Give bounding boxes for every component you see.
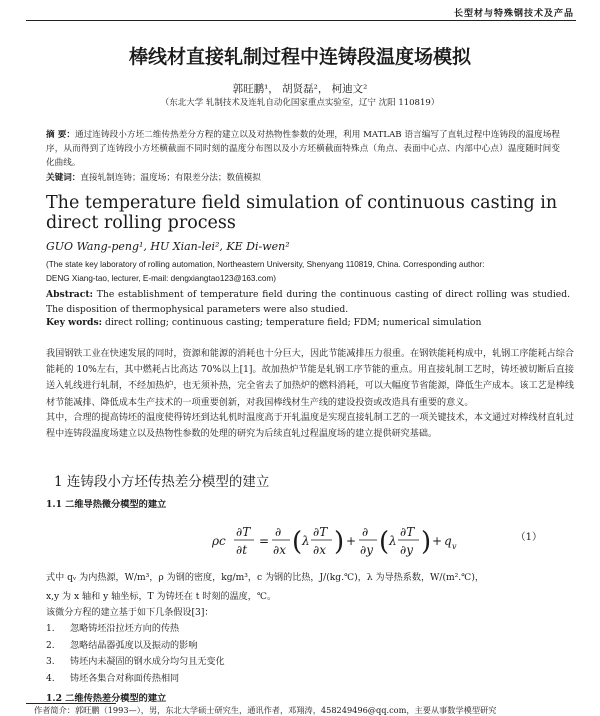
svg-text:+: + bbox=[432, 534, 443, 548]
svg-text:q: q bbox=[444, 534, 452, 548]
abstract-chinese-label: 摘 要： bbox=[46, 130, 75, 140]
assumptions-list bbox=[46, 621, 225, 687]
title-chinese: 棒线材直接轧制过程中连铸段温度场模拟 bbox=[128, 46, 471, 68]
abstract-english-text: The establishment of temperature field during the continuous casting of direct rolling was studied. The disposition of thermophysical parameters were also studied. bbox=[46, 289, 570, 315]
abstract-chinese bbox=[46, 128, 560, 171]
svg-text:∂y: ∂y bbox=[360, 543, 373, 557]
affiliation-english-line-1: (The state key laboratory of rolling automation, Northeastern University, Shenyang 110819, China. Corresponding author: bbox=[46, 260, 485, 269]
svg-text:+: + bbox=[346, 534, 357, 548]
assumptions-heading: 该微分方程的建立基于如下几条假设[3]： bbox=[46, 608, 214, 618]
svg-text:∂y: ∂y bbox=[400, 543, 413, 557]
svg-text:∂T: ∂T bbox=[236, 525, 251, 539]
variable-definitions-2: x,y 为 x 轴和 y 轴坐标，T 为铸坯在 t 时刻的温度，℃。 bbox=[46, 592, 277, 602]
abstract-english bbox=[46, 288, 570, 317]
svg-text:(: ( bbox=[379, 527, 390, 557]
svg-text:): ) bbox=[334, 527, 345, 557]
abstract-chinese-text: 通过连铸段小方坯二维传热差分方程的建立以及对热物性参数的处理，利用 MATLAB 语言编写了直轧过程中连铸段的温度场程序，从而得到了连铸段小方坯横截面不同时刻的温度分布图以及小方坯横截面特殊点（角点、表面中心点、内部中心点）温度随时间变化曲线。 bbox=[46, 130, 560, 169]
affiliation-english-line-2: DENG Xiang-tao, lecturer, E-mail: dengxiangtao123@163.com) bbox=[46, 274, 276, 283]
keywords-english bbox=[46, 317, 570, 328]
variable-definitions-1: 式中 qᵥ 为内热源，W/m³，ρ 为钢的密度，kg/m³，c 为钢的比热，J/(kg.℃)，λ 为导热系数，W/(m².℃)， bbox=[46, 573, 484, 583]
svg-text:∂t: ∂t bbox=[236, 543, 248, 557]
affiliation-chinese: （东北大学 轧制技术及连轧自动化国家重点实验室，辽宁 沈阳 110819） bbox=[160, 98, 440, 108]
header-rule bbox=[26, 20, 576, 21]
author-footnote: 作者简介：郭旺鹏（1993—），男，东北大学硕士研究生，通讯作者，邓翔涛，458249496@qq.com，主要从事数学模型研究 bbox=[34, 705, 497, 715]
keywords-chinese-label: 关键词： bbox=[46, 173, 81, 183]
authors-english: GUO Wang-peng¹, HU Xian-lei², KE Di-wen² bbox=[46, 240, 290, 253]
affiliation-english bbox=[46, 258, 572, 286]
svg-text:∂: ∂ bbox=[275, 525, 282, 539]
keywords-english-text: direct rolling; continuous casting; temperature field; FDM; numerical simulation bbox=[102, 317, 482, 328]
subsection-heading-1-1: 1.1 二维导热微分模型的建立 bbox=[46, 499, 167, 510]
keywords-english-label: Key words: bbox=[46, 317, 103, 328]
svg-text:∂: ∂ bbox=[362, 525, 369, 539]
svg-text:v: v bbox=[452, 542, 457, 551]
svg-text:∂T: ∂T bbox=[313, 525, 328, 539]
list-item: 1. 忽略铸坯沿拉坯方向的传热 bbox=[46, 624, 180, 634]
subsection-heading-1-2: 1.2 二维传热差分模型的建立 bbox=[46, 693, 167, 704]
svg-text:): ) bbox=[421, 527, 432, 557]
svg-text:λ: λ bbox=[389, 534, 397, 548]
intro-paragraph-2: 其中，合理的提高铸坯的温度使得铸坯到达轧机时温度高于开轧温度是实现直接轧制工艺的一项关键技术，本文通过对棒线材直轧过程中连铸段温度场建立以及热物性参数的处理的研究为后续直轧过程温度场的建立提供研究基础。 bbox=[46, 413, 574, 440]
equation-number: （1） bbox=[515, 532, 542, 543]
list-item: 2. 忽略结晶器弧度以及振动的影响 bbox=[46, 640, 198, 651]
heat-equation bbox=[0, 518, 600, 562]
title-english: The temperature field simulation of continuous casting in direct rolling process bbox=[46, 193, 558, 233]
list-item: 4. 铸坯各集合对称面传热相同 bbox=[46, 673, 180, 684]
section-heading-1: 1 连铸段小方坯传热差分模型的建立 bbox=[54, 474, 270, 490]
svg-text:∂x: ∂x bbox=[313, 543, 326, 557]
svg-text:∂T: ∂T bbox=[400, 525, 415, 539]
svg-text:=: = bbox=[259, 534, 270, 548]
svg-text:ρc: ρc bbox=[212, 534, 226, 548]
authors-chinese: 郭旺鹏¹， 胡贤磊²， 柯迪文² bbox=[232, 83, 368, 95]
list-item: 3. 铸坯内未凝固的钢水成分均匀且无变化 bbox=[46, 657, 225, 667]
keywords-chinese-text: 直接轧制连铸；温度场；有限差分法；数值模拟 bbox=[80, 173, 261, 183]
abstract-english-label: Abstract: bbox=[46, 289, 93, 300]
svg-text:(: ( bbox=[292, 527, 303, 557]
svg-text:∂x: ∂x bbox=[273, 543, 286, 557]
intro-paragraph-1: 我国钢铁工业在快速发展的同时，资源和能源的消耗也十分巨大，因此节能减排压力很重。在钢铁能耗构成中，轧钢工序能耗占综合能耗的 10%左右，其中燃耗占比高达 70%以上[1]。故加热炉节能是轧钢工序节能的重点。用直接轧制工艺时，铸坯被切断后直接送入轧线进行轧制，不经加热炉，也无须补热，完全省去了加热炉的燃料消耗，可以大幅度节省能源，降低生产成本。该工艺是棒线材节能减排、降低成本生产技术的一项重要创新，对我国棒线材生产线的建设投资或改造具有重要的意义。 bbox=[46, 349, 574, 408]
footnote-rule bbox=[26, 703, 116, 704]
keywords-chinese bbox=[46, 171, 560, 183]
svg-text:λ: λ bbox=[302, 534, 310, 548]
running-head: 长型材与特殊钢技术及产品 bbox=[453, 9, 574, 19]
